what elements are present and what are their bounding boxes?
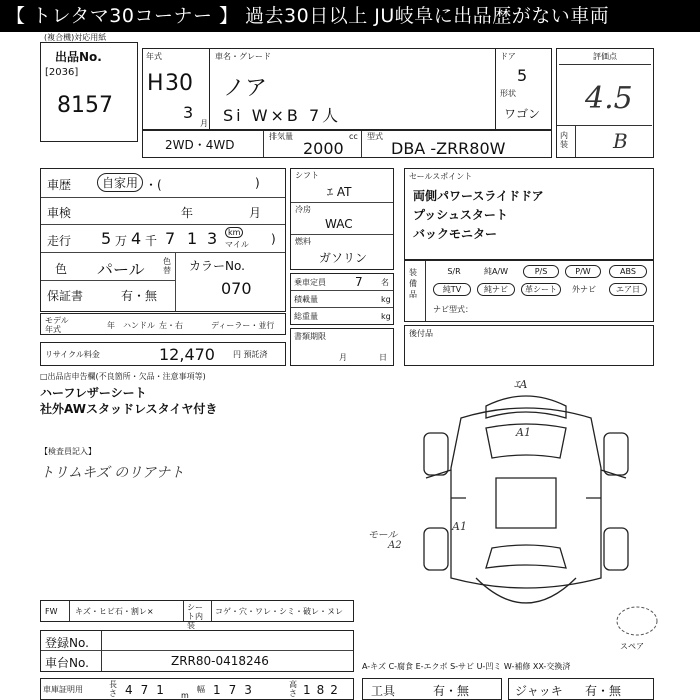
year-number: 30 bbox=[165, 71, 193, 96]
spare-tire-icon bbox=[614, 604, 660, 638]
displacement-label: 排気量 bbox=[269, 132, 293, 141]
registration-box: 登録No. 車台No. ZRR80-0418246 bbox=[40, 630, 354, 672]
recycle-value: 12,470 bbox=[159, 345, 215, 364]
score-label: 評価点 bbox=[559, 52, 651, 65]
spec-row bbox=[142, 130, 552, 158]
chassis-value: ZRR80-0418246 bbox=[171, 654, 269, 668]
equip-ps: P/S bbox=[523, 265, 559, 278]
cert-height: 182 bbox=[303, 683, 344, 697]
lot-number: 8157 bbox=[57, 93, 113, 118]
diagram-note-top: ｴA bbox=[514, 378, 528, 391]
score-box bbox=[556, 48, 654, 158]
shape-value: ワゴン bbox=[504, 107, 541, 121]
equip-tv: 純TV bbox=[433, 283, 471, 296]
equipment-box: 装備品 S/R 純A/W P/S P/W ABS 純TV 純ナビ 革シート 外ナビ エア日 ナビ型式： bbox=[404, 260, 654, 322]
history-row: 車歴 自家用 ・( ) bbox=[41, 169, 285, 198]
inspector-note: トリムキズ のリアナト bbox=[40, 465, 185, 481]
document-deadline: 書類期限 月 日 bbox=[290, 328, 394, 366]
lot-box bbox=[40, 42, 138, 142]
type-value: DBA -ZRR80W bbox=[391, 139, 506, 158]
type-label: 型式 bbox=[367, 132, 383, 141]
equip-ext-navi: 外ナビ bbox=[572, 285, 596, 294]
equip-navi: 純ナビ bbox=[477, 283, 515, 296]
shape-label: 形状 bbox=[500, 89, 516, 98]
tools-box: 工具 有・無 bbox=[362, 678, 502, 700]
diagram-note-a1: A1 bbox=[516, 426, 531, 439]
lot-label: 出品No. bbox=[55, 50, 102, 64]
interior-grade: B bbox=[613, 129, 628, 153]
exhibitor-line-1: ハーフレザーシート bbox=[40, 386, 147, 400]
inspector-label: 【検査員記入】 bbox=[40, 447, 96, 456]
aircon-value: WAC bbox=[325, 217, 353, 231]
aftermarket-box: 後付品 bbox=[404, 325, 654, 366]
cert-width: 173 bbox=[213, 683, 260, 697]
equip-airbag: エア日 bbox=[609, 283, 647, 296]
color-value: パール bbox=[97, 260, 145, 279]
equip-sr: S/R bbox=[447, 267, 461, 276]
sales-points: セールスポイント 両側パワースライドドア プッシュスタート バックモニター bbox=[404, 168, 654, 260]
recycle-row: リサイクル料金 12,470 円 預託済 bbox=[40, 342, 286, 366]
model-grade: Si W×B 7人 bbox=[223, 106, 342, 125]
interior-label: 内装 bbox=[560, 131, 568, 149]
warranty-value: 有・無 bbox=[121, 289, 158, 303]
spare-label: スペア bbox=[620, 642, 644, 651]
displacement-value: 2000 bbox=[303, 139, 344, 158]
cert-length: 471 bbox=[125, 683, 172, 697]
lot-tag: [2036] bbox=[45, 67, 79, 78]
mechanical-box: シフト ｴ AT 冷房 WAC 燃料 ガソリン bbox=[290, 168, 394, 270]
exhibitor-line-2: 社外AWスタッドレスタイヤ付き bbox=[40, 402, 218, 416]
diagram-note-a2: A2 bbox=[388, 540, 402, 551]
inspection-row: 車検 年 月 bbox=[41, 198, 285, 225]
year-label: 年式 bbox=[146, 52, 162, 61]
color-code: 070 bbox=[221, 279, 252, 298]
jack-box: ジャッキ 有・無 bbox=[508, 678, 654, 700]
drive-type: 2WD・4WD bbox=[165, 138, 235, 152]
exhibitor-label: □出品店申告欄(不良箇所・欠品・注意事項等) bbox=[40, 372, 206, 381]
color-code-label: カラーNo. bbox=[189, 259, 245, 273]
corner-banner: 【 トレタマ30コーナー 】 過去30日以上 JU岐阜に出品歴がない車両 bbox=[0, 0, 700, 32]
defects-row: FW キズ・ヒビ石・割レ× シート内装 コゲ・穴・ワレ・シミ・破レ・ヌレ bbox=[40, 600, 354, 622]
fuel-value: ガソリン bbox=[319, 251, 368, 265]
month-unit: 月 bbox=[200, 119, 208, 128]
shift-value: ｴ AT bbox=[327, 185, 352, 199]
model-label: 車名・グレード bbox=[215, 52, 271, 61]
sales-line-3: バックモニター bbox=[413, 227, 498, 241]
diagram-note-a1-side: A1 bbox=[452, 520, 467, 533]
displacement-unit: cc bbox=[349, 132, 358, 141]
equip-pw: P/W bbox=[565, 265, 601, 278]
year-era: H bbox=[147, 71, 164, 96]
diagram-note-molding: モール bbox=[368, 530, 398, 541]
sales-line-1: 両側パワースライドドア bbox=[413, 189, 544, 203]
car-diagram bbox=[416, 378, 636, 630]
model-name: ノア bbox=[223, 76, 268, 101]
capacity-box: 乗車定員 7 名 積載量 kg 総重量 kg bbox=[290, 273, 394, 325]
vehicle-header bbox=[142, 48, 552, 130]
doors-label: ドア bbox=[500, 52, 516, 61]
sales-line-2: プッシュスタート bbox=[413, 208, 508, 222]
garage-cert-row: 車庫証明用 長さ 471 m 幅 173 高さ 182 bbox=[40, 678, 354, 700]
score-value: 4.5 bbox=[585, 81, 633, 116]
equip-abs: ABS bbox=[609, 265, 647, 278]
warranty-label: 保証書 bbox=[47, 289, 84, 303]
color-row: 色 パール 色替 bbox=[41, 253, 175, 281]
year-month: 3 bbox=[183, 103, 194, 122]
details-table bbox=[40, 168, 286, 312]
equip-alloy: 純A/W bbox=[483, 267, 509, 276]
form-note: (複合機)対応用紙 bbox=[44, 33, 107, 42]
history-value: 自家用 bbox=[97, 173, 143, 192]
model-year-row: モデル年式 年 ハンドル 左・右 ディーラー・並行 bbox=[40, 313, 286, 335]
equip-leather: 革シート bbox=[521, 283, 561, 296]
damage-legend: A-キズ C-腐食 E-エクボ S-サビ U-凹ミ W-補修 XX-交換済 bbox=[362, 662, 571, 671]
doors-value: 5 bbox=[517, 66, 528, 85]
mileage-row: 走行 5 万 4 千 7 1 3 km マイル ) bbox=[41, 225, 285, 253]
